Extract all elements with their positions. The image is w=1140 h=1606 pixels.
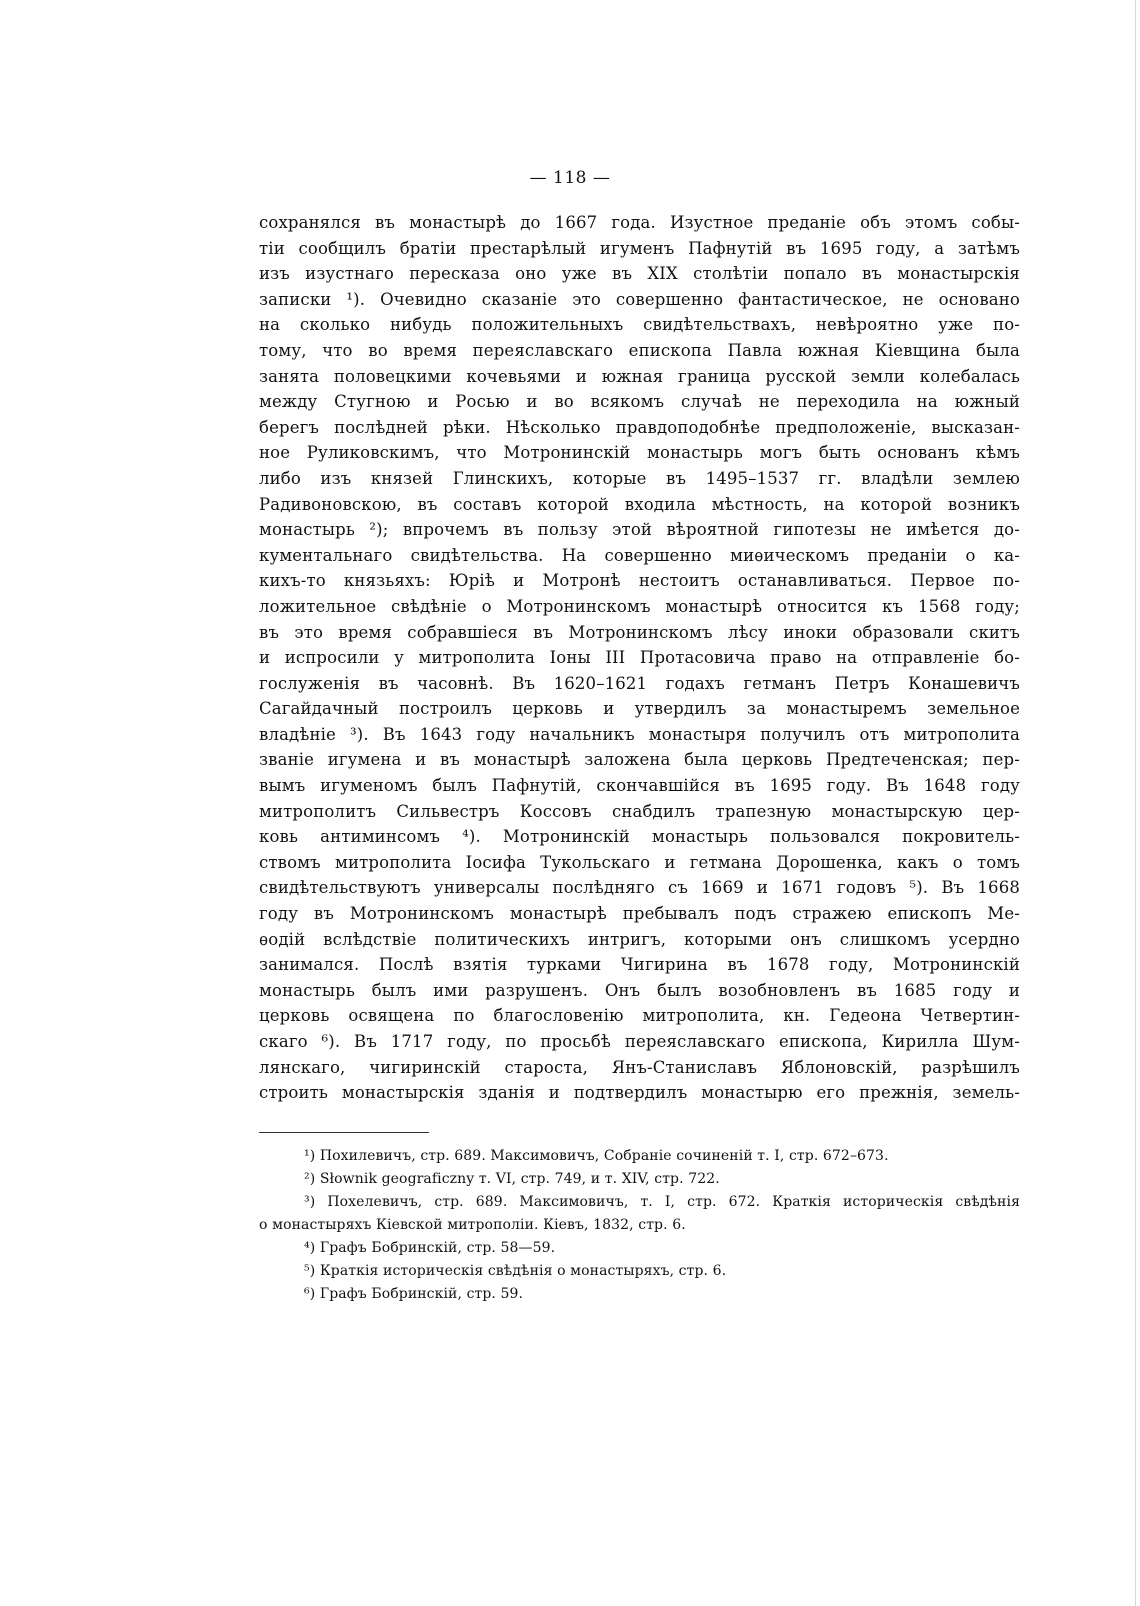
body-text [259,210,1020,1106]
body-line: ное Руликовскимъ, что Мотронинскій монастырь могъ быть основанъ кѣмъ [259,443,1020,463]
body-line: ствомъ митрополита Іосифа Тукольскаго и гетмана Дорошенка, какъ о томъ [259,852,1020,872]
footnote-4: ⁴) Графъ Бобринскій, стр. 58—59. [304,1240,556,1256]
body-line: занята половецкими кочевьями и южная граница русской земли колебалась [259,366,1020,386]
page-edge-line [1135,0,1136,1606]
body-line: владѣніе ³). Въ 1643 году начальникъ монастыря получилъ отъ митрополита [259,724,1020,744]
footnote-3: ³) Похелевичъ, стр. 689. Максимовичъ, т. I, стр. 672. Краткія историческія свѣдѣнія [304,1194,1020,1210]
body-line: званіе игумена и въ монастырѣ заложена была церковь Предтеченская; пер- [259,750,1020,770]
body-line: занимался. Послѣ взятія турками Чигирина въ 1678 году, Мотронинскій [259,955,1020,975]
body-line: тому, что во время переяславскаго епископа Павла южная Кіевщина была [259,340,1020,360]
body-line: митрополитъ Сильвестръ Коссовъ снабдилъ трапезную монастырскую цер- [259,801,1020,821]
body-line: берегъ послѣдней рѣки. Нѣсколько правдоподобнѣе предположеніе, высказан- [259,417,1020,437]
footnote-2: ²) Słownik geograficzny т. VI, стр. 749, и т. XIV, стр. 722. [304,1171,720,1187]
body-line: ложительное свѣдѣніе о Мотронинскомъ монастырѣ относится къ 1568 году; [259,596,1020,616]
body-line: сохранялся въ монастырѣ до 1667 года. Изустное преданіе объ этомъ собы- [259,213,1020,232]
body-line: тіи сообщилъ братіи престарѣлый игуменъ Пафнутій въ 1695 году, а затѣмъ [259,238,1020,258]
page-number: — 118 — [529,168,611,188]
body-line: свидѣтельствуютъ универсалы послѣдняго съ 1669 и 1671 годовъ ⁵). Въ 1668 [259,878,1020,898]
body-line: гослуженія въ часовнѣ. Въ 1620–1621 годахъ гетманъ Петръ Конашевичъ [259,673,1020,693]
body-line: лянскаго, чигиринскій староста, Янъ-Станиславъ Яблоновскій, разрѣшилъ [259,1057,1020,1077]
body-line: церковь освящена по благословенію митрополита, кн. Гедеона Четвертин- [259,1006,1020,1026]
body-line: монастырь ²); впрочемъ въ пользу этой вѣроятной гипотезы не имѣется до- [259,520,1020,540]
body-line: вымъ игуменомъ былъ Пафнутій, скончавшійся въ 1695 году. Въ 1648 году [259,776,1020,796]
body-line: скаго ⁶). Въ 1717 году, по просьбѣ переяславскаго епископа, Кирилла Шум- [259,1032,1020,1051]
body-line: изъ изустнаго пересказа оно уже въ XIX столѣтіи попало въ монастырскія [259,264,1020,284]
footnotes [259,1145,1020,1306]
body-line: Радивоновскою, въ составъ которой входила мѣстность, на которой возникъ [259,494,1020,514]
footnote-3-continuation: о монастыряхъ Кіевской митрополіи. Кіевъ, 1832, стр. 6. [259,1217,686,1233]
footnote-1: ¹) Похилевичъ, стр. 689. Максимовичъ, Собраніе сочиненій т. I, стр. 672–673. [304,1148,889,1164]
body-line: и испросили у митрополита Іоны III Протасовича право на отправленіе бо- [259,648,1020,668]
body-line: строить монастырскія зданія и подтвердилъ монастырю его прежнія, земель- [259,1083,1020,1103]
body-line: году въ Мотронинскомъ монастырѣ пребывалъ подъ стражею епископъ Ме- [259,904,1020,924]
body-line: на сколько нибудь положительныхъ свидѣтельствахъ, невѣроятно уже по- [259,315,1020,335]
body-line: кихъ-то князьяхъ: Юріѣ и Мотронѣ нестоитъ останавливаться. Первое по- [259,571,1020,591]
body-line: ковь антиминсомъ ⁴). Мотронинскій монастырь пользовался покровитель- [259,827,1020,847]
footnote-6: ⁶) Графъ Бобринскій, стр. 59. [304,1286,524,1302]
body-line: кументальнаго свидѣтельства. На совершенно миѳическомъ преданіи о ка- [259,545,1020,565]
footnote-separator [259,1132,429,1133]
body-line: либо изъ князей Глинскихъ, которые въ 1495–1537 гг. владѣли землею [259,468,1020,488]
body-line: Сагайдачный построилъ церковь и утвердилъ за монастыремъ земельное [259,699,1020,719]
body-line: между Стугною и Росью и во всякомъ случаѣ не переходила на южный [259,392,1020,412]
body-line: ѳодій вслѣдствіе политическихъ интригъ, которыми онъ слишкомъ усердно [259,929,1020,949]
body-line: записки ¹). Очевидно сказаніе это совершенно фантастическое, не основано [259,289,1020,309]
footnote-5: ⁵) Краткія историческія свѣдѣнія о монастыряхъ, стр. 6. [304,1263,727,1279]
body-line: монастырь былъ ими разрушенъ. Онъ былъ возобновленъ въ 1685 году и [259,980,1020,1000]
body-line: въ это время собравшіеся въ Мотронинскомъ лѣсу иноки образовали скитъ [259,622,1020,642]
